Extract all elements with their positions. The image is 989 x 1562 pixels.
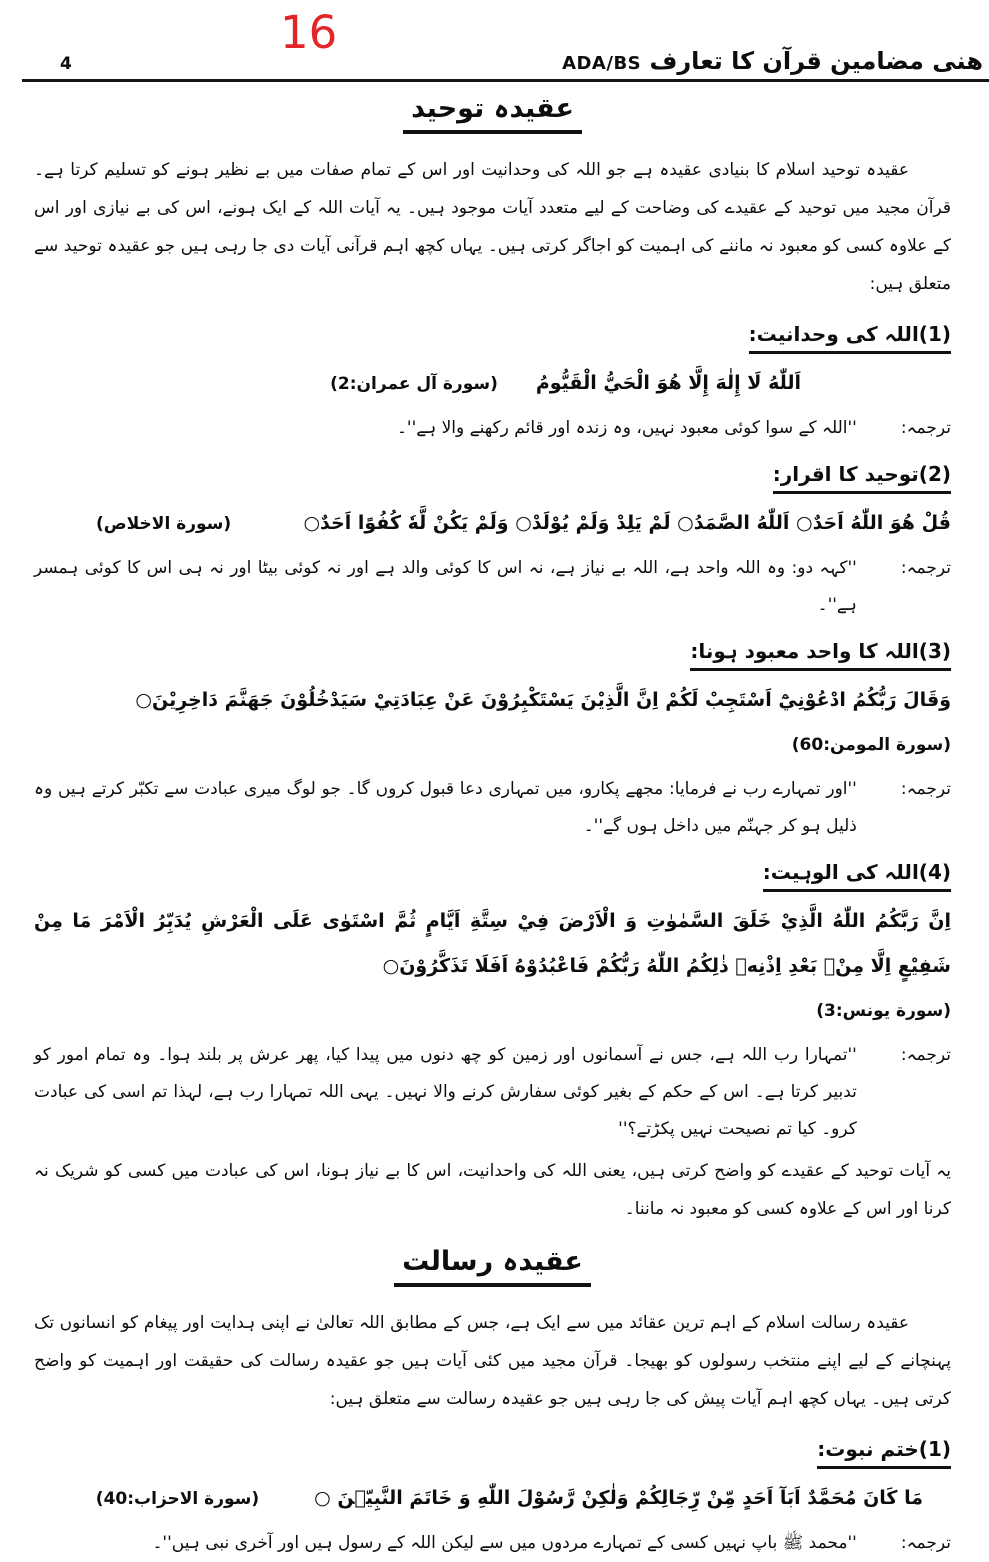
translation-text: ''اللہ کے سوا کوئی معبود نہیں، وہ زندہ اور قائم رکھنے والا ہے''۔ <box>396 417 857 438</box>
section-heading: (4)اللہ کی الوہیت: <box>763 858 951 892</box>
quran-verse: قُلْ هُوَ اللّٰهُ اَحَدٌ○ اَللّٰهُ الصَّمَدُ○ لَمْ يَلِدْ وَلَمْ يُوْلَدْ○ وَلَمْ يَكُنْ لَّهٗ كُفُوًا اَحَدٌ○ <box>303 511 951 534</box>
translation-row <box>34 771 951 845</box>
translation-row <box>34 410 951 447</box>
quran-verse: وَقَالَ رَبُّكُمُ ادْعُوْنِيْٓ اَسْتَجِبْ لَكُمْ اِنَّ الَّذِيْنَ يَسْتَكْبِرُوْنَ عَنْ عِبَادَتِيْ سَيَدْخُلُوْنَ جَهَنَّمَ دَاخِرِيْنَ○ <box>135 688 951 711</box>
surah-citation: (سورة الاخلاص) <box>96 513 232 534</box>
page-header <box>0 0 989 82</box>
translation-row <box>34 550 951 624</box>
surah-citation: (سورة الاحزاب:40) <box>95 1488 260 1509</box>
verse-section <box>34 460 951 624</box>
quran-verse: مَا كَانَ مُحَمَّدٌ اَبَآ اَحَدٍ مِّنْ رِّجَالِكُمْ وَلٰكِنْ رَّسُوْلَ اللّٰهِ وَ خَاتَمَ النَّبِيّٖنَ ○ <box>314 1486 923 1509</box>
translation-label: ترجمہ: <box>900 417 951 438</box>
verse-section <box>34 1435 951 1562</box>
translation-text: ''تمہارا رب اللہ ہے، جس نے آسمانوں اور زمین کو چھ دنوں میں پیدا کیا، پھر عرش پر بلند ہوا۔ وہ تمام امور کو تدبیر کرتا ہے۔ اس کے حکم کے بغیر کوئی سفارش کرنے والا نہیں۔ یہی اللہ تمہارا رب ہے، لہذا تم اسی کی عبادت کرو۔ کیا تم نصیحت نہیں پکڑتے؟'' <box>34 1044 857 1139</box>
quran-verse-row <box>34 361 951 407</box>
section-heading: (1)ختم نبوت: <box>817 1435 951 1469</box>
translation-text: ''کہہ دو: وہ اللہ واحد ہے، اللہ بے نیاز ہے، نہ اس کا کوئی والد ہے اور نہ کوئی بیٹا اور نہ ہی اس کا کوئی ہمسر ہے''۔ <box>34 557 857 615</box>
tawheed-title: عقیدہ توحید <box>403 92 582 134</box>
quran-verse: اِنَّ رَبَّكُمُ اللّٰهُ الَّذِيْ خَلَقَ السَّمٰوٰتِ وَ الْاَرْضَ فِيْ سِتَّةِ اَيَّامٍ ثُمَّ اسْتَوٰى عَلَى الْعَرْشِ يُدَبِّرُ الْاَمْرَ مَا مِنْ شَفِيْعٍ اِلَّا مِنْۢ بَعْدِ اِذْنِهٖ ذٰلِكُمُ اللّٰهُ رَبُّكُمْ فَاعْبُدُوْهُ اَفَلَا تَذَكَّرُوْنَ○ <box>34 909 951 977</box>
risalat-verse-list <box>34 1435 951 1562</box>
page-number: 4 <box>60 54 72 74</box>
surah-citation: (سورة المومن:60) <box>791 734 951 755</box>
page-content <box>0 82 989 1562</box>
section-heading: (1)اللہ کی وحدانیت: <box>749 320 951 354</box>
lesson-number: 16 <box>280 6 338 59</box>
tawheed-verse-list <box>34 320 951 1148</box>
verse-section <box>34 320 951 447</box>
surah-citation: (سورة یونس:3) <box>816 1000 951 1021</box>
translation-label: ترجمہ: <box>900 778 951 799</box>
header-rule <box>22 79 989 82</box>
verse-section <box>34 858 951 1148</box>
verse-section <box>34 637 951 845</box>
quran-verse-row <box>34 899 951 1034</box>
translation-label: ترجمہ: <box>900 557 951 578</box>
quran-verse-row <box>34 501 951 547</box>
risalat-title: عقیدہ رسالت <box>394 1245 591 1287</box>
book-title: ھنی مضامین قرآن کا تعارف <box>649 47 983 75</box>
program-code: ADA/BS <box>562 53 642 74</box>
tawheed-intro-paragraph: عقیدہ توحید اسلام کا بنیادی عقیدہ ہے جو اللہ کی وحدانیت اور اس کے تمام صفات میں بے نظیر ہونے کو تسلیم کرتا ہے۔ قرآن مجید میں توحید کے عقیدے کی وضاحت کے لیے متعدد آیات موجود ہیں۔ یہ آیات اللہ کے ایک ہونے، اس کی بے نیازی اور اس کے علاوہ کسی کو معبود نہ ماننے کی اہمیت کو اجاگر کرتی ہیں۔ یہاں کچھ اہم قرآنی آیات دی جا رہی ہیں جو عقیدہ توحید سے متعلق ہیں: <box>34 159 951 294</box>
quran-verse-row <box>34 1476 951 1522</box>
quran-verse-row <box>34 678 951 768</box>
risalat-intro-paragraph: عقیدہ رسالت اسلام کے اہم ترین عقائد میں سے ایک ہے، جس کے مطابق اللہ تعالیٰ نے اپنی ہدایت اور پیغام کو انسانوں تک پہنچانے کے لیے اپنے منتخب رسولوں کو بھیجا۔ قرآن مجید میں کئی آیات ہیں جو عقیدہ رسالت کی حقیقت اور اہمیت کو واضح کرتی ہیں۔ یہاں کچھ اہم آیات پیش کی جا رہی ہیں جو عقیدہ رسالت سے متعلق ہیں: <box>34 1312 951 1409</box>
translation-row <box>34 1037 951 1148</box>
translation-text: ''اور تمہارے رب نے فرمایا: مجھے پکارو، میں تمہاری دعا قبول کروں گا۔ جو لوگ میری عبادت سے تکبّر کرتے ہیں وہ ذلیل ہو کر جہنّم میں داخل ہوں گے''۔ <box>34 778 857 836</box>
quran-verse: اَللّٰهُ لَا إِلٰهَ إِلَّا هُوَ الْحَيُّ الْقَيُّومُ <box>535 371 801 394</box>
header-title <box>562 47 983 75</box>
translation-label: ترجمہ: <box>900 1532 951 1553</box>
section-heading: (2)توحید کا اقرار: <box>773 460 951 494</box>
translation-label: ترجمہ: <box>900 1044 951 1065</box>
section-heading: (3)اللہ کا واحد معبود ہونا: <box>690 637 951 671</box>
surah-citation: (سورة آل عمران:2) <box>330 373 498 394</box>
tawheed-conclusion-paragraph: یہ آیات توحید کے عقیدے کو واضح کرتی ہیں، یعنی اللہ کی واحدانیت، اس کا بے نیاز ہونا، اس کی عبادت میں کسی کو شریک نہ کرنا اور اس کے علاوہ کسی کو معبود نہ ماننا۔ <box>34 1160 951 1219</box>
translation-text: ''محمد ﷺ باپ نہیں کسی کے تمہارے مردوں میں سے لیکن اللہ کے رسول ہیں اور آخری نبی ہیں''۔ <box>152 1532 857 1553</box>
translation-row <box>34 1525 951 1562</box>
